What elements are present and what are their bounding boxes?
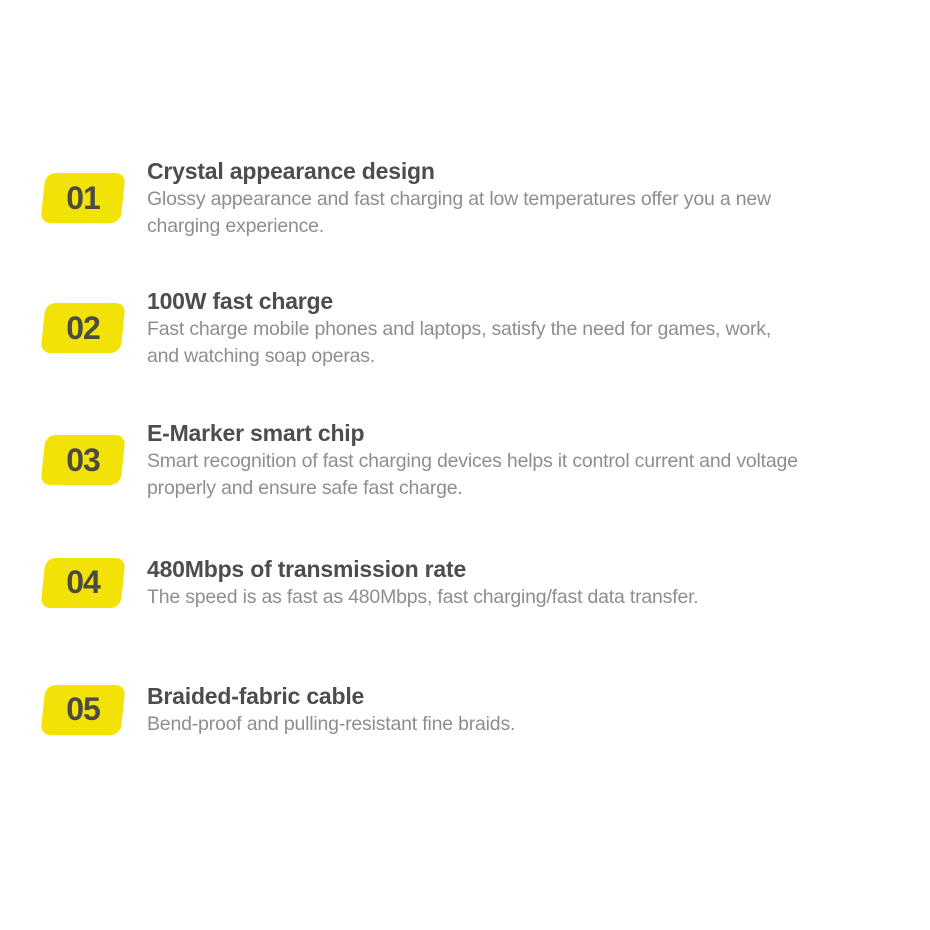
feature-number: 01	[66, 179, 100, 216]
feature-description-line: Bend-proof and pulling-resistant fine braids.	[147, 713, 516, 735]
feature-number: 04	[66, 564, 100, 600]
feature-item-5	[43, 681, 903, 738]
feature-description-line: Fast charge mobile phones and laptops, satisfy the need for games, work,	[147, 318, 772, 340]
feature-number: 03	[66, 441, 100, 478]
feature-text-block	[147, 554, 699, 611]
feature-number-badge	[43, 558, 123, 608]
feature-title: E-Marker smart chip	[147, 420, 365, 446]
feature-item-1	[43, 156, 903, 240]
feature-number: 02	[66, 309, 100, 346]
feature-title: 480Mbps of transmission rate	[147, 556, 467, 582]
feature-description-line: charging experience.	[147, 215, 325, 237]
feature-text-block	[147, 681, 515, 738]
feature-description-line: properly and ensure safe fast charge.	[147, 477, 463, 499]
feature-title: Braided-fabric cable	[147, 683, 365, 709]
feature-number-badge	[43, 435, 123, 485]
feature-description-line: The speed is as fast as 480Mbps, fast charging/fast data transfer.	[147, 586, 699, 608]
feature-item-4	[43, 554, 903, 611]
feature-number: 05	[66, 691, 100, 727]
feature-title: Crystal appearance design	[147, 158, 435, 184]
feature-number-badge	[43, 303, 123, 353]
feature-number-badge	[43, 685, 123, 735]
feature-item-2	[43, 286, 903, 370]
feature-item-3	[43, 418, 903, 502]
feature-title: 100W fast charge	[147, 288, 333, 314]
feature-description-line: Smart recognition of fast charging devices helps it control current and voltage	[147, 450, 798, 472]
feature-list	[43, 156, 903, 738]
feature-text-block	[147, 286, 771, 370]
feature-text-block	[147, 418, 798, 502]
feature-number-badge	[43, 173, 123, 223]
feature-text-block	[147, 156, 771, 240]
feature-description-line: and watching soap operas.	[147, 345, 376, 367]
feature-description-line: Glossy appearance and fast charging at low temperatures offer you a new	[147, 188, 771, 210]
